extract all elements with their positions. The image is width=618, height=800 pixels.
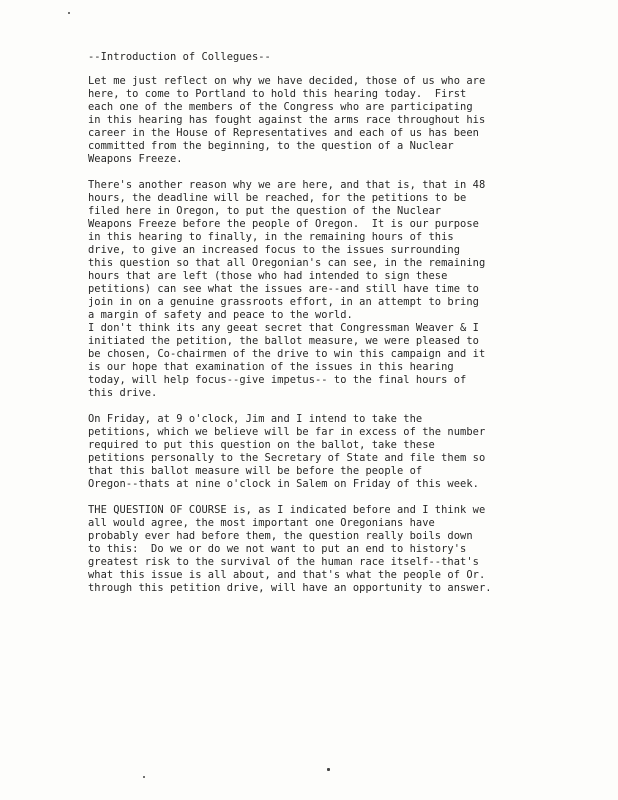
text-line: required to put this question on the ballot, take these bbox=[88, 439, 435, 452]
text-line: probably ever had before them, the question really boils down bbox=[88, 530, 473, 543]
text-line: through this petition drive, will have an opportunity to answer. bbox=[88, 582, 492, 595]
text-line: Let me just reflect on why we have decided, those of us who are bbox=[88, 75, 486, 87]
text-line: Oregon--thats at nine o'clock in Salem on Friday of this week. bbox=[88, 478, 479, 491]
text-line: each one of the members of the Congress who are participating bbox=[88, 101, 473, 114]
paragraph-friday bbox=[88, 413, 602, 491]
text-line: hours, the deadline will be reached, for the petitions to be bbox=[88, 192, 467, 205]
text-line: be chosen, Co-chairmen of the drive to win this campaign and it bbox=[88, 348, 486, 361]
text-line: petitions) can see what the issues are--and still have time to bbox=[88, 283, 479, 296]
text-line: what this issue is all about, and that's what the people of Or. bbox=[88, 569, 486, 582]
text-line: career in the House of Representatives and each of us has been bbox=[88, 127, 479, 140]
text-line: to this: Do we or do we not want to put an end to history's bbox=[88, 543, 467, 556]
text-line: initiated the petition, the ballot measure, we were pleased to bbox=[88, 335, 479, 348]
text-line: greatest risk to the survival of the human race itself--that's bbox=[88, 556, 479, 569]
text-line: join in on a genuine grassroots effort, in an attempt to bring bbox=[88, 296, 479, 309]
text-line: There's another reason why we are here, and that is, that in 48 bbox=[88, 179, 486, 191]
text-line: Weapons Freeze. bbox=[88, 153, 183, 166]
text-line: here, to come to Portland to hold this hearing today. First bbox=[88, 88, 467, 101]
scan-speck bbox=[143, 776, 145, 778]
text-line: Weapons Freeze before the people of Oregon. It is our purpose bbox=[88, 218, 479, 231]
text-line: is our hope that examination of the issues in this hearing bbox=[88, 361, 454, 374]
text-line: drive, to give an increased focus to the issues surrounding bbox=[88, 244, 461, 257]
text-line: I don't think its any geeat secret that Congressman Weaver & I bbox=[88, 322, 479, 334]
text-line: petitions, which we believe will be far in excess of the number bbox=[88, 426, 486, 439]
scan-speck bbox=[327, 768, 330, 771]
paragraph-question bbox=[88, 504, 602, 595]
paragraph-deadline bbox=[88, 179, 602, 323]
text-line: THE QUESTION OF COURSE is, as I indicated before and I think we bbox=[88, 504, 486, 516]
text-line: committed from the beginning, to the question of a Nuclear bbox=[88, 140, 454, 153]
paragraph-petition bbox=[88, 322, 602, 400]
text-line: this question so that all Oregonian's can see, in the remaining bbox=[88, 257, 486, 270]
text-line: this drive. bbox=[88, 387, 158, 400]
text-line: today, will help focus--give impetus-- to the final hours of bbox=[88, 374, 467, 387]
text-line: hours that are left (those who had intended to sign these bbox=[88, 270, 448, 283]
text-line: in this hearing to finally, in the remaining hours of this bbox=[88, 231, 454, 244]
text-line: On Friday, at 9 o'clock, Jim and I intend to take the bbox=[88, 413, 423, 425]
text-line: petitions personally to the Secretary of State and file them so bbox=[88, 452, 486, 465]
text-line: a margin of safety and peace to the world. bbox=[88, 309, 353, 322]
scan-speck bbox=[68, 12, 70, 14]
text-line: in this hearing has fought against the arms race throughout his bbox=[88, 114, 486, 127]
document-heading: --Introduction of Collegues-- bbox=[88, 51, 271, 63]
text-line: that this ballot measure will be before the people of bbox=[88, 465, 423, 478]
paragraph-reasons bbox=[88, 75, 602, 166]
text-line: filed here in Oregon, to put the question of the Nuclear bbox=[88, 205, 442, 218]
text-line: all would agree, the most important one Oregonians have bbox=[88, 517, 435, 530]
